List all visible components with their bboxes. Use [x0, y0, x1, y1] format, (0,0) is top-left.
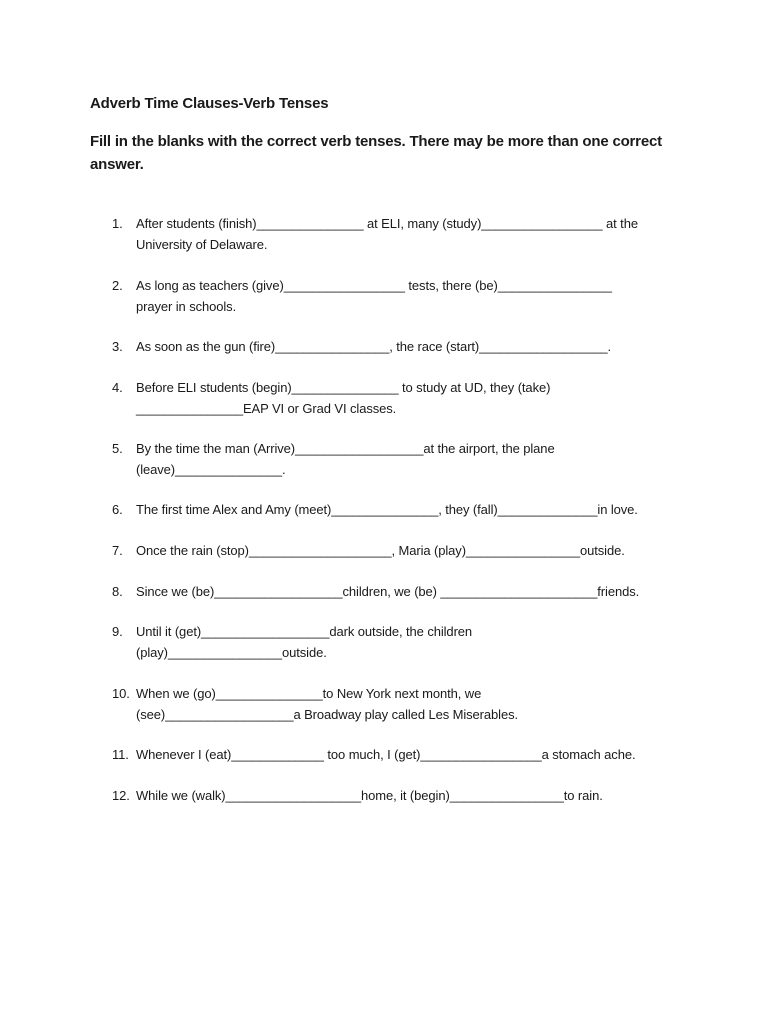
question-text: Since we (be)__________________children, we (be) ______________________friends. [136, 584, 640, 599]
question-text: Until it (get)__________________dark outside, the children (play)________________outside. [136, 624, 473, 660]
question-number: 10. [112, 686, 130, 701]
question-text: Before ELI students (begin)_______________ to study at UD, they (take) _______________EAP VI or Grad VI classes. [136, 380, 551, 416]
question-number: 7. [112, 543, 123, 558]
question-text: Once the rain (stop)____________________, Maria (play)________________outside. [136, 543, 625, 558]
question-number: 6. [112, 502, 123, 517]
question-text: While we (walk)___________________home, it (begin)________________to rain. [136, 788, 603, 803]
question-text: As soon as the gun (fire)________________, the race (start)__________________. [136, 339, 612, 354]
question-text: The first time Alex and Amy (meet)_______________, they (fall)______________in love. [136, 502, 638, 517]
instructions: Fill in the blanks with the correct verb tenses. There may be more than one correct answer. [90, 133, 662, 173]
question-number: 12. [112, 788, 130, 803]
question-number: 9. [112, 624, 123, 639]
question-text: After students (finish)_______________ at ELI, many (study)_________________ at the University of Delaware. [136, 216, 638, 252]
question-text: When we (go)_______________to New York next month, we (see)__________________a Broadway play called Les Miserables. [136, 686, 518, 722]
question-number: 4. [112, 380, 123, 395]
question-number: 3. [112, 339, 123, 354]
question-text: Whenever I (eat)_____________ too much, I (get)_________________a stomach ache. [136, 747, 636, 762]
question-number: 2. [112, 278, 123, 293]
question-number: 5. [112, 441, 123, 456]
question-number: 1. [112, 216, 123, 231]
question-number: 11. [112, 747, 129, 762]
question-text: As long as teachers (give)_________________ tests, there (be)________________ prayer in schools. [136, 278, 612, 314]
question-text: By the time the man (Arrive)__________________at the airport, the plane (leave)_______________. [136, 441, 555, 477]
question-number: 8. [112, 584, 123, 599]
page-title: Adverb Time Clauses-Verb Tenses [90, 95, 329, 112]
